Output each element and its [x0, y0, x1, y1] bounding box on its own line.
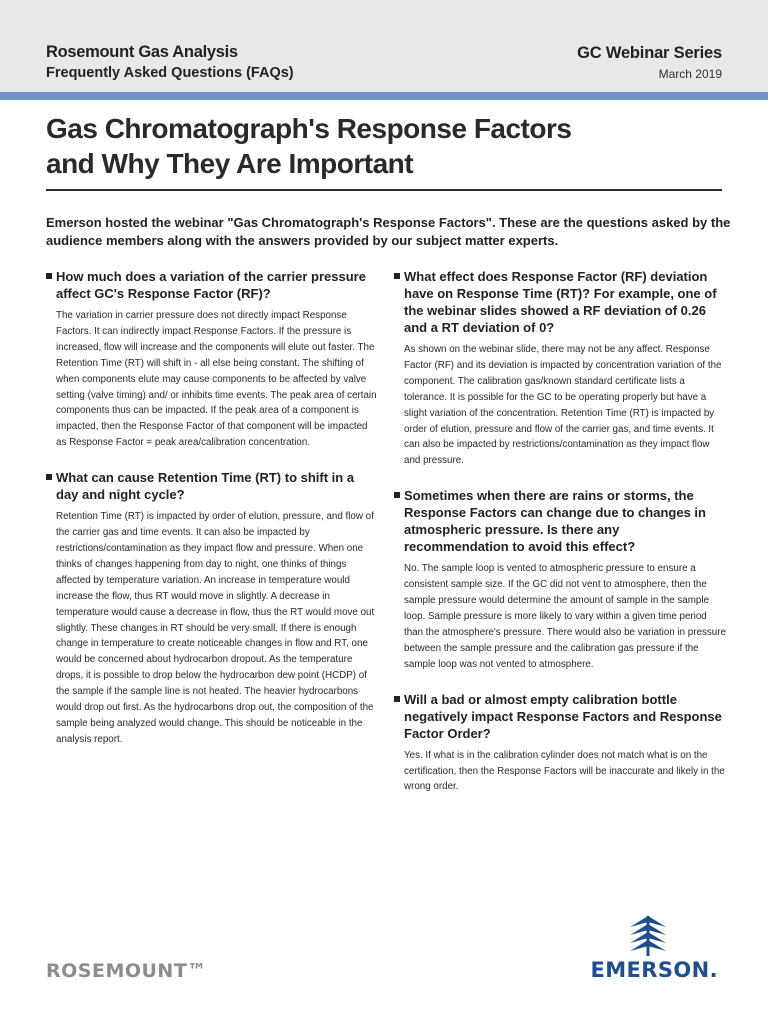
- rosemount-logo: ROSEMOUNT™: [46, 960, 207, 982]
- square-bullet-icon: [46, 474, 52, 480]
- faq-answer: Retention Time (RT) is impacted by order of elution, pressure, and flow of the carrier gas and time events. It can also be impacted by restrictions/contamination as they impact flow and pressure. When one thinks of changes happening from day to night, one thinks of things affected by temperature variation. An increase in temperature would increase the flow, thus RT would move in slightly. A decrease in temperature would cause a decrease in flow, thus the RT would move out slightly. These changes in RT should be very small. If there is enough change in temperature to create noticeable changes in flow and RT, one would be concerned about hydrocarbon dropout. As the temperature drops, it is possible to drop below the hydrocarbon dew point (HCDP) of the sample if the sample line is not heated. The heavier hydrocarbons would drop out first. As the hydrocarbons drop out, the composition of the sample being analyzed would change. This should be noticeable in the analysis report.: [56, 511, 375, 745]
- brand-name: Rosemount Gas Analysis: [46, 43, 238, 61]
- left-column: [46, 268, 378, 766]
- faq-item: [46, 469, 378, 748]
- document-subtitle: Frequently Asked Questions (FAQs): [46, 65, 294, 81]
- faq-question: What effect does Response Factor (RF) deviation have on Response Time (RT)? For example, one of the webinar slides showed a RF deviation of 0.26 and a RT deviation of 0?: [394, 268, 726, 336]
- faq-item: [46, 268, 378, 451]
- faq-question: Will a bad or almost empty calibration bottle negatively impact Response Factors and Response Factor Order?: [394, 691, 726, 742]
- emerson-logo-icon: [628, 914, 668, 958]
- square-bullet-icon: [394, 696, 400, 702]
- faq-item: [394, 691, 726, 796]
- faq-answer: Yes. If what is in the calibration cylinder does not match what is on the certification, then the Response Factors will be inaccurate and likely in the wrong order.: [404, 749, 725, 793]
- header-accent-rule: [0, 92, 768, 100]
- title-line-2: and Why They Are Important: [46, 148, 414, 179]
- title-divider: [46, 189, 722, 191]
- faq-question: Sometimes when there are rains or storms, the Response Factors can change due to changes in atmospheric pressure. Is there any recommendation to avoid this effect?: [394, 487, 726, 555]
- faq-item: [394, 268, 726, 469]
- page-title: [46, 111, 726, 181]
- publication-date: March 2019: [658, 67, 722, 81]
- faq-answer: No. The sample loop is vented to atmospheric pressure to ensure a consistent sample size. If the GC did not vent to atmosphere, then the sample pressure would determine the amount of sample in the sample loop. Sample pressure is more likely to vary within a given time period than the atmosphere's pressure. There would also be variation in pressure between the sample pressure and the calibration gas pressure if the sample loop was not vented to atmosphere.: [404, 563, 726, 670]
- faq-item: [394, 487, 726, 672]
- square-bullet-icon: [46, 273, 52, 279]
- faq-question: What can cause Retention Time (RT) to shift in a day and night cycle?: [46, 469, 378, 503]
- faq-answer: As shown on the webinar slide, there may not be any affect. Response Factor (RF) and its deviation is impacted by concentration variation of the component. The calibration gas/known standard certificate lists a tolerance. It is possible for the GC to be operating properly but have a slight variation of the concentration. Retention Time (RT) is impacted by order of elution, pressure and flow of the carrier gas, and time events. It can also be impacted by restrictions/contamination as they impact flow and pressure.: [404, 344, 722, 467]
- intro-paragraph: Emerson hosted the webinar "Gas Chromatograph's Response Factors". These are the questions asked by the audience members along with the answers provided by our subject matter experts.: [46, 215, 731, 248]
- faq-question: How much does a variation of the carrier pressure affect GC's Response Factor (RF)?: [46, 268, 378, 302]
- title-line-1: Gas Chromatograph's Response Factors: [46, 113, 572, 144]
- series-name: GC Webinar Series: [577, 44, 722, 62]
- emerson-logo: EMERSON.: [590, 958, 718, 982]
- square-bullet-icon: [394, 492, 400, 498]
- faq-answer: The variation in carrier pressure does not directly impact Response Factors. It can indirectly impact Response Factors. If the pressure is increased, flow will increase and the components will elute out faster. The Retention Time (RT) will shift in - all else being constant. The shifting of when components elute may cause components to be affected by valve setting (valve timing) and/ or inhibits time events. The peak area of certain components thus can be impacted. If the peak area of a component is impacted, then the Response Factor of that component will be impacted as Response Factor = peak area/calibration concentration.: [56, 310, 377, 449]
- right-column: [394, 268, 726, 813]
- square-bullet-icon: [394, 273, 400, 279]
